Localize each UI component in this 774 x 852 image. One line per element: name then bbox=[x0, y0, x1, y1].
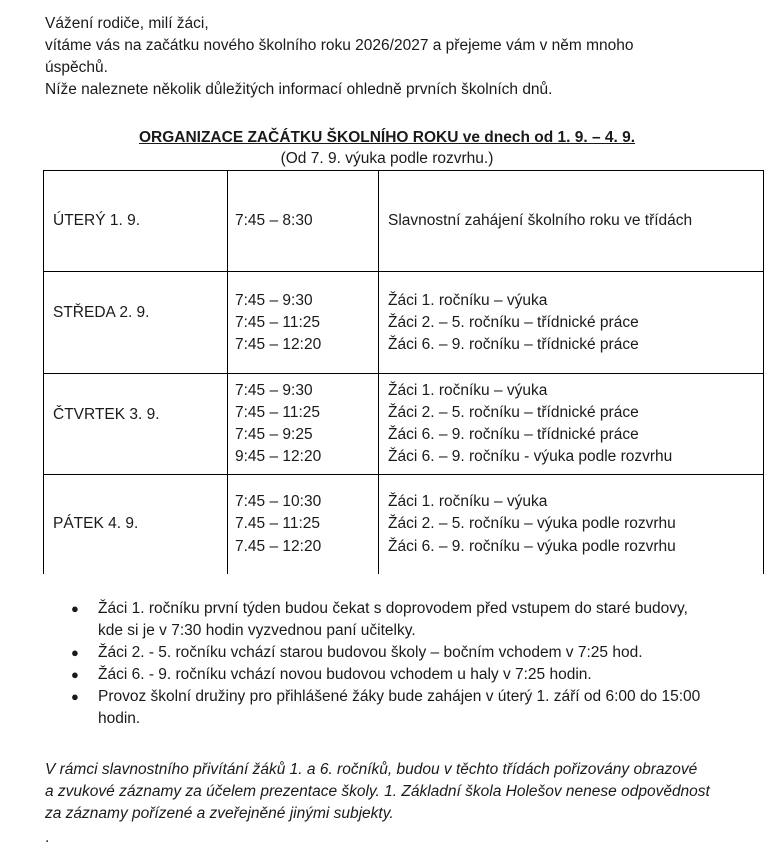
list-item bbox=[68, 686, 758, 730]
activity-cell: Žáci 6. – 9. ročníku – výuka podle rozvrhu bbox=[388, 538, 676, 555]
bullet-icon: ● bbox=[71, 601, 79, 616]
time-cell: 7:45 – 9:25 bbox=[235, 426, 313, 443]
greeting-paragraph bbox=[45, 13, 745, 101]
bullet-icon: ● bbox=[71, 667, 79, 682]
schedule-subheading: (Od 7. 9. výuka podle rozvrhu.) bbox=[280, 150, 494, 167]
time-cell: 7.45 – 12:20 bbox=[235, 538, 322, 555]
time-cell: 7:45 – 11:25 bbox=[235, 314, 321, 331]
day-cell: ČTVRTEK 3. 9. bbox=[53, 406, 160, 423]
list-item-line: Provoz školní družiny pro přihlášené žáky bude zahájen v úterý 1. září od 6:00 do 15:00 bbox=[98, 688, 701, 705]
list-item-line: Žáci 2. - 5. ročníku vchází starou budovou školy – bočním vchodem v 7:25 hod. bbox=[98, 644, 643, 661]
time-cell: 7:45 – 12:20 bbox=[235, 336, 322, 353]
time-cell: 7:45 – 11:25 bbox=[235, 404, 321, 421]
intro-line: Vážení rodiče, milí žáci, bbox=[45, 15, 209, 32]
list-item-line: Žáci 6. - 9. ročníku vchází novou budovou vchodem u haly v 7:25 hodin. bbox=[98, 666, 592, 683]
schedule-row-wednesday bbox=[44, 272, 763, 374]
day-cell: ÚTERÝ 1. 9. bbox=[53, 212, 140, 229]
day-cell: PÁTEK 4. 9. bbox=[53, 515, 139, 532]
activity-cell: Žáci 2. – 5. ročníku – výuka podle rozvrhu bbox=[388, 515, 676, 532]
activity-cell: Žáci 6. – 9. ročníku – třídnické práce bbox=[388, 336, 639, 353]
intro-line: vítáme vás na začátku nového školního roku 2026/2027 a přejeme vám v něm mnoho bbox=[45, 37, 634, 54]
schedule-heading: ORGANIZACE ZAČÁTKU ŠKOLNÍHO ROKU ve dnech od 1. 9. – 4. 9. bbox=[138, 129, 636, 146]
bullet-icon: ● bbox=[71, 645, 79, 660]
list-item-line: hodin. bbox=[98, 710, 141, 727]
activity-cell: Žáci 2. – 5. ročníku – třídnické práce bbox=[388, 314, 639, 331]
trailing-period: . bbox=[45, 829, 50, 846]
time-cell: 7:45 – 10:30 bbox=[235, 493, 322, 510]
time-cell: 7:45 – 9:30 bbox=[235, 382, 313, 399]
intro-line: úspěchů. bbox=[45, 59, 108, 76]
activity-cell: Žáci 1. ročníku – výuka bbox=[388, 292, 548, 309]
notice-line: a zvukové záznamy za účelem prezentace školy. 1. Základní škola Holešov nenese odpovědnost bbox=[45, 783, 710, 800]
day-cell: STŘEDA 2. 9. bbox=[53, 304, 150, 321]
time-cell: 7:45 – 8:30 bbox=[235, 212, 313, 229]
activity-cell: Žáci 2. – 5. ročníku – třídnické práce bbox=[388, 404, 639, 421]
activity-cell: Žáci 6. – 9. ročníku - výuka podle rozvrhu bbox=[388, 448, 673, 465]
schedule-row-tuesday bbox=[44, 171, 763, 272]
intro-line: Níže naleznete několik důležitých informací ohledně prvních školních dnů. bbox=[45, 81, 553, 98]
time-cell: 9:45 – 12:20 bbox=[235, 448, 322, 465]
info-bullet-list bbox=[68, 598, 758, 730]
list-item bbox=[68, 598, 758, 642]
activity-cell: Žáci 1. ročníku – výuka bbox=[388, 382, 548, 399]
schedule-row-thursday bbox=[44, 374, 763, 475]
time-cell: 7.45 – 11:25 bbox=[235, 515, 321, 532]
list-item-line: Žáci 1. ročníku první týden budou čekat s doprovodem před vstupem do staré budovy, bbox=[98, 600, 688, 617]
list-item bbox=[68, 642, 758, 664]
list-item-line: kde si je v 7:30 hodin vyzvednou paní učitelky. bbox=[98, 622, 416, 639]
schedule-row-friday bbox=[44, 475, 763, 575]
recording-notice bbox=[45, 759, 745, 825]
schedule-table bbox=[43, 170, 764, 574]
time-cell: 7:45 – 9:30 bbox=[235, 292, 313, 309]
activity-cell: Žáci 1. ročníku – výuka bbox=[388, 493, 548, 510]
list-item bbox=[68, 664, 758, 686]
notice-line: V rámci slavnostního přivítání žáků 1. a 6. ročníků, budou v těchto třídách pořizovány obrazové bbox=[45, 761, 698, 778]
notice-line: za záznamy pořízené a zveřejněné jinými subjekty. bbox=[45, 805, 394, 822]
bullet-icon: ● bbox=[71, 689, 79, 704]
activity-cell: Slavnostní zahájení školního roku ve třídách bbox=[388, 212, 693, 229]
activity-cell: Žáci 6. – 9. ročníku – třídnické práce bbox=[388, 426, 639, 443]
